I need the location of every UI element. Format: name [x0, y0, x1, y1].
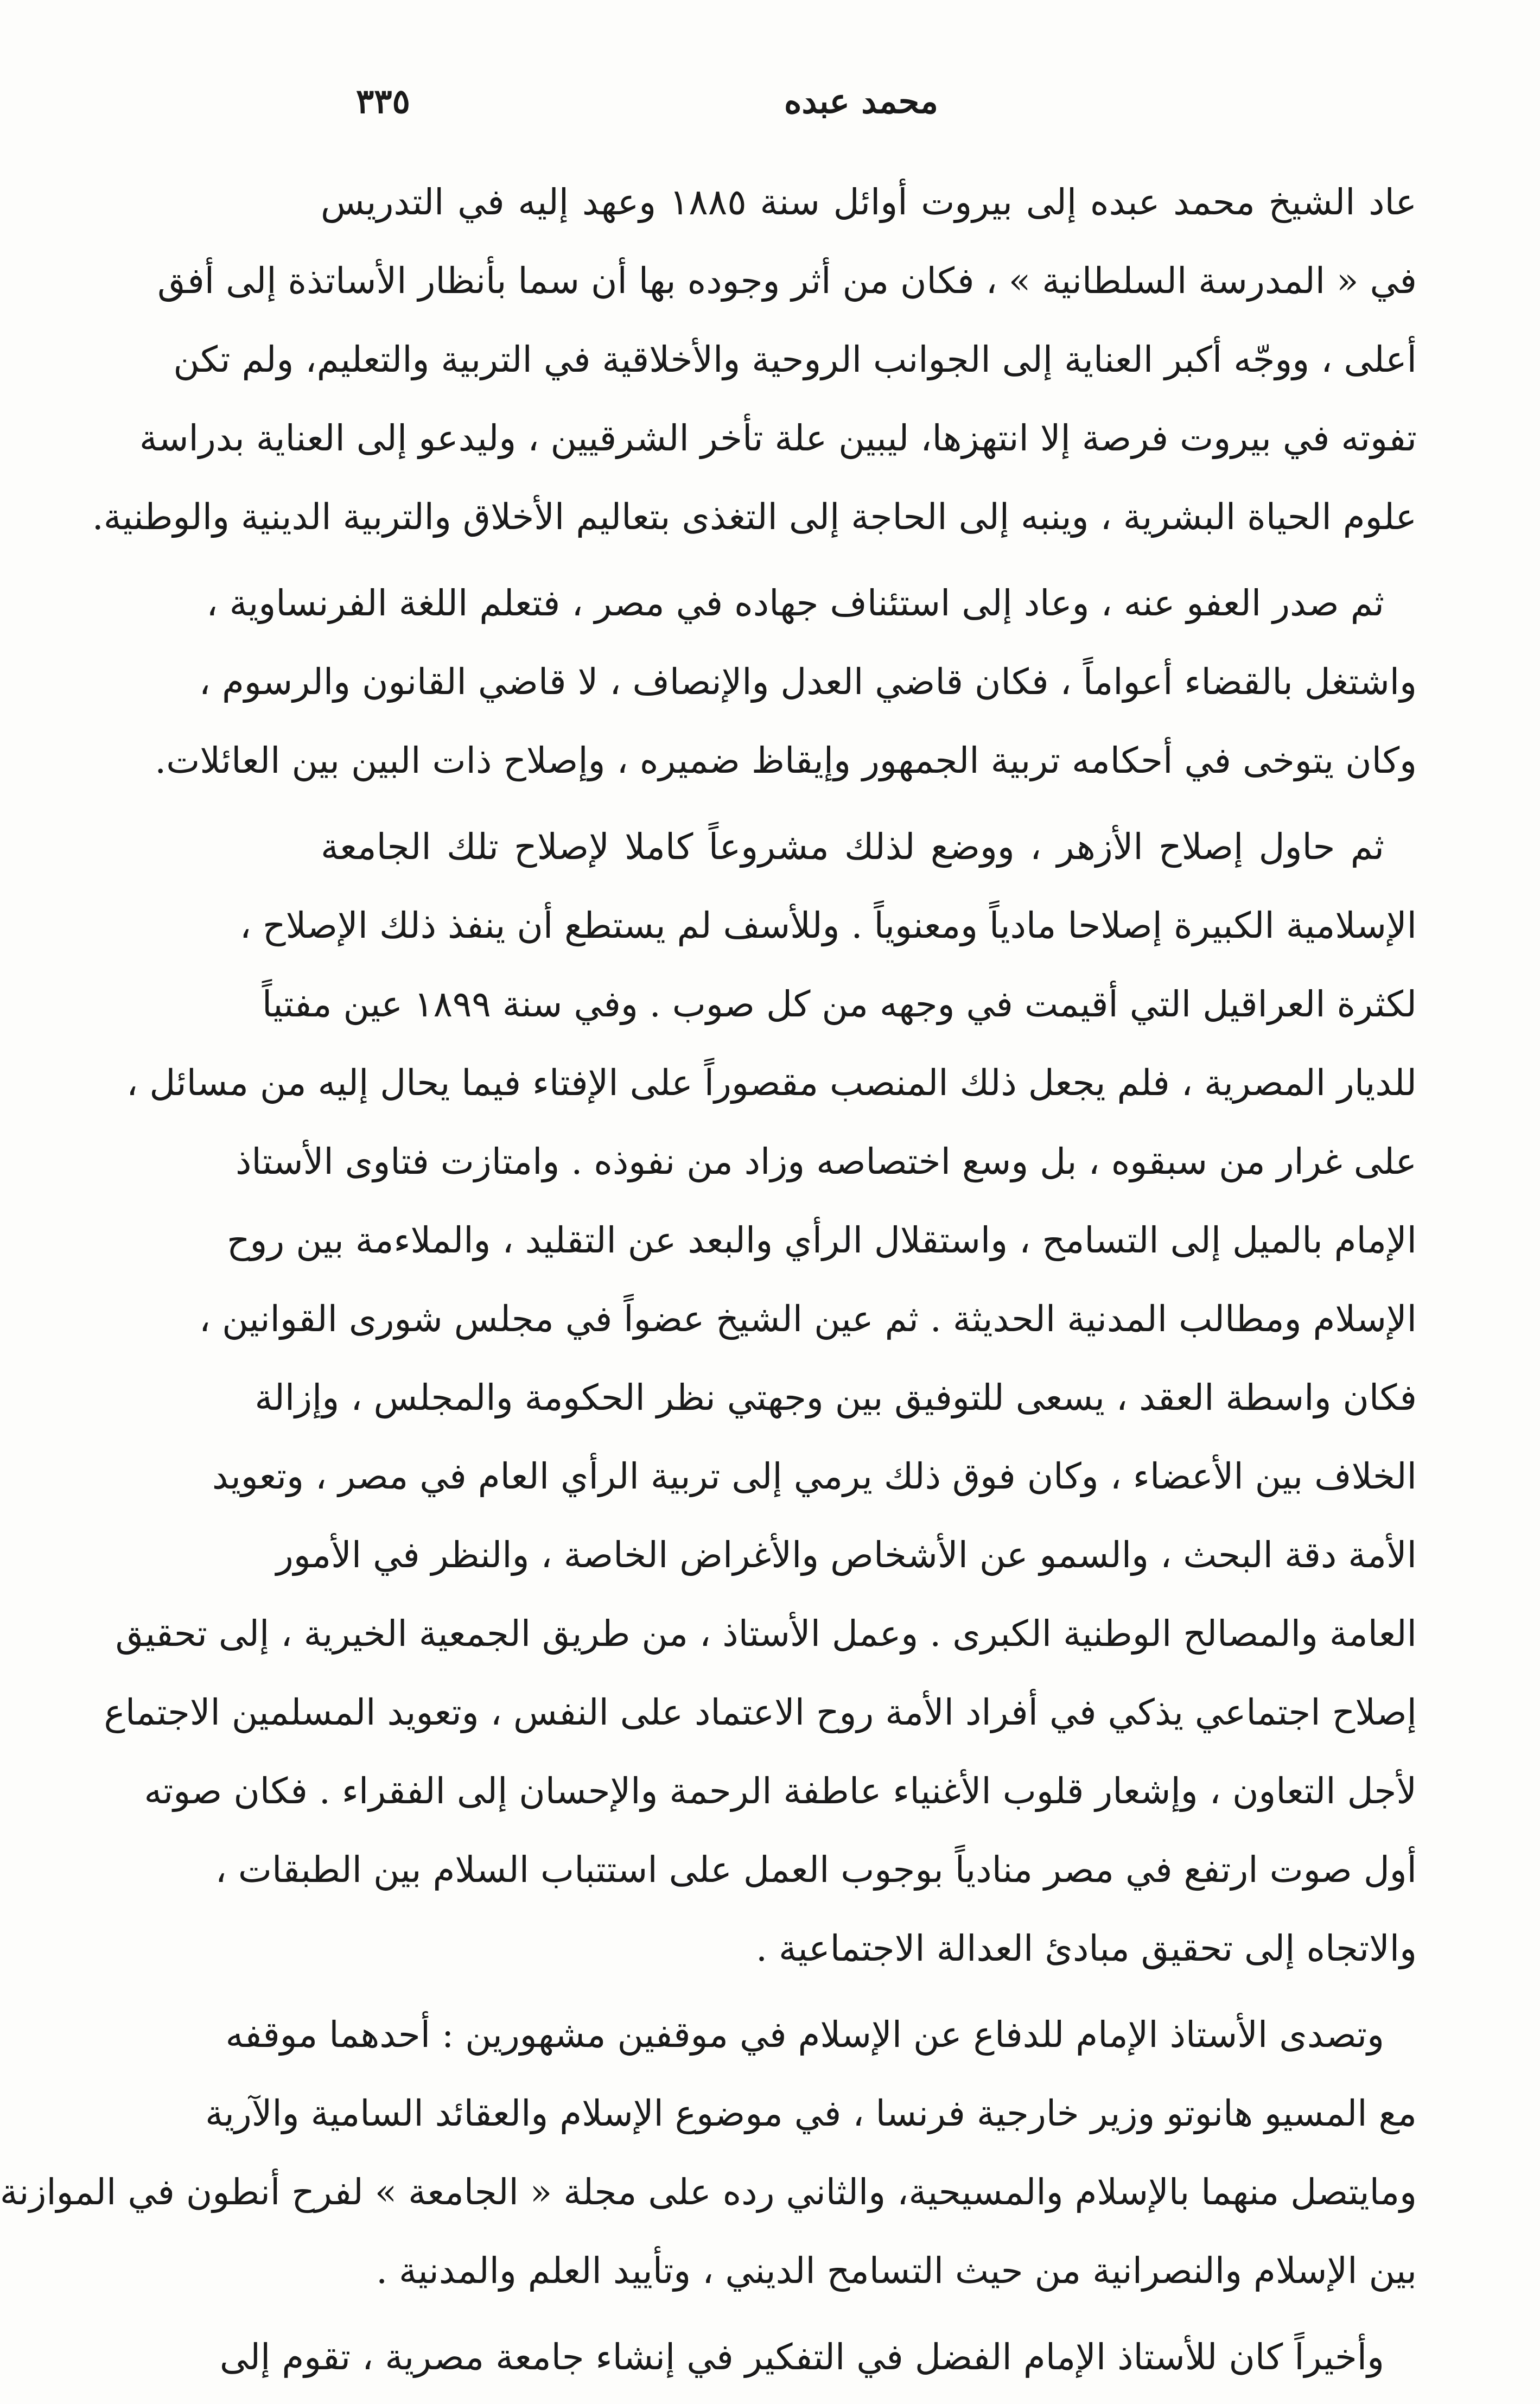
text-line: وأخيراً كان للأستاذ الإمام الفضل في التفكير في إنشاء جامعة مصرية ، تقوم إلى: [219, 2336, 1384, 2378]
text-line: في « المدرسة السلطانية » ، فكان من أثر وجوده بها أن سما بأنظار الأساتذة إلى أفق: [157, 260, 1417, 302]
text-line: بين الإسلام والنصرانية من حيث التسامح الديني ، وتأييد العلم والمدنية .: [376, 2250, 1417, 2292]
text-line: تفوته في بيروت فرصة إلا انتهزها، ليبين علة تأخر الشرقيين ، وليدعو إلى العناية بدراسة: [139, 417, 1417, 459]
running-title: محمد عبده: [784, 81, 938, 121]
text-line: للديار المصرية ، فلم يجعل ذلك المنصب مقصوراً على الإفتاء فيما يحال إليه من مسائل ،: [126, 1062, 1417, 1104]
text-line: علوم الحياة البشرية ، وينبه إلى الحاجة إلى التغذى بتعاليم الأخلاق والتربية الدينية والوطنية.: [92, 496, 1417, 538]
paragraph: [219, 2318, 1417, 2396]
text-line: وتصدى الأستاذ الإمام للدفاع عن الإسلام في موقفين مشهورين : أحدهما موقفه: [225, 2014, 1384, 2056]
text-line: الأمة دقة البحث ، والسمو عن الأشخاص والأغراض الخاصة ، والنظر في الأمور: [276, 1534, 1417, 1576]
paragraph: [104, 807, 1417, 1988]
text-line: الخلاف بين الأعضاء ، وكان فوق ذلك يرمي إلى تربية الرأي العام في مصر ، وتعويد: [212, 1455, 1417, 1497]
text-line: لأجل التعاون ، وإشعار قلوب الأغنياء عاطفة الرحمة والإحسان إلى الفقراء . فكان صوته: [144, 1770, 1417, 1812]
paragraph: [155, 564, 1417, 800]
body-text: [0, 163, 1417, 2404]
text-line: أول صوت ارتفع في مصر منادياً بوجوب العمل على استتباب السلام بين الطبقات ،: [215, 1849, 1417, 1891]
text-line: واشتغل بالقضاء أعواماً ، فكان قاضي العدل والإنصاف ، لا قاضي القانون والرسوم ،: [199, 661, 1417, 703]
paragraph: [92, 163, 1417, 556]
text-line: الإمام بالميل إلى التسامح ، واستقلال الرأي والبعد عن التقليد ، والملاءمة بين روح: [226, 1219, 1417, 1261]
page-number: ٣٣٥: [356, 81, 410, 121]
text-line: العامة والمصالح الوطنية الكبرى . وعمل الأستاذ ، من طريق الجمعية الخيرية ، إلى تحقيق: [115, 1613, 1417, 1655]
text-line: لكثرة العراقيل التي أقيمت في وجهه من كل صوب . وفي سنة ١٨٩٩ عين مفتياً: [262, 983, 1417, 1025]
text-line: ثم صدر العفو عنه ، وعاد إلى استئناف جهاده في مصر ، فتعلم اللغة الفرنساوية ،: [206, 582, 1384, 624]
text-line: إصلاح اجتماعي يذكي في أفراد الأمة روح الاعتماد على النفس ، وتعويد المسلمين الاجتماع: [104, 1691, 1417, 1733]
text-line: فكان واسطة العقد ، يسعى للتوفيق بين وجهتي نظر الحكومة والمجلس ، وإزالة: [254, 1377, 1417, 1419]
text-line: الإسلام ومطالب المدنية الحديثة . ثم عين الشيخ عضواً في مجلس شورى القوانين ،: [199, 1298, 1417, 1340]
text-line: الإسلامية الكبيرة إصلاحا مادياً ومعنوياً . وللأسف لم يستطع أن ينفذ ذلك الإصلاح ،: [239, 905, 1417, 946]
text-line: على غرار من سبقوه ، بل وسع اختصاصه وزاد من نفوذه . وامتازت فتاوى الأستاذ: [235, 1141, 1417, 1182]
text-line: وكان يتوخى في أحكامه تربية الجمهور وإيقاظ ضميره ، وإصلاح ذات البين بين العائلات.: [155, 740, 1417, 781]
text-line: والاتجاه إلى تحقيق مبادئ العدالة الاجتماعية .: [756, 1928, 1417, 1969]
page-header: [323, 81, 1399, 141]
text-line: ثم حاول إصلاح الأزهر ، ووضع لذلك مشروعاً كاملا لإصلاح تلك الجامعة: [321, 826, 1384, 868]
text-line: عاد الشيخ محمد عبده إلى بيروت أوائل سنة ١٨٨٥ وعهد إليه في التدريس: [321, 181, 1417, 223]
paragraph: [0, 1995, 1417, 2310]
text-line: مع المسيو هانوتو وزير خارجية فرنسا ، في موضوع الإسلام والعقائد السامية والآرية: [205, 2093, 1417, 2134]
text-line: أعلى ، ووجّه أكبر العناية إلى الجوانب الروحية والأخلاقية في التربية والتعليم، ولم تكن: [173, 339, 1417, 380]
text-line: ومايتصل منهما بالإسلام والمسيحية، والثاني رده على مجلة « الجامعة » لفرح أنطون في الموازنة: [0, 2171, 1417, 2213]
